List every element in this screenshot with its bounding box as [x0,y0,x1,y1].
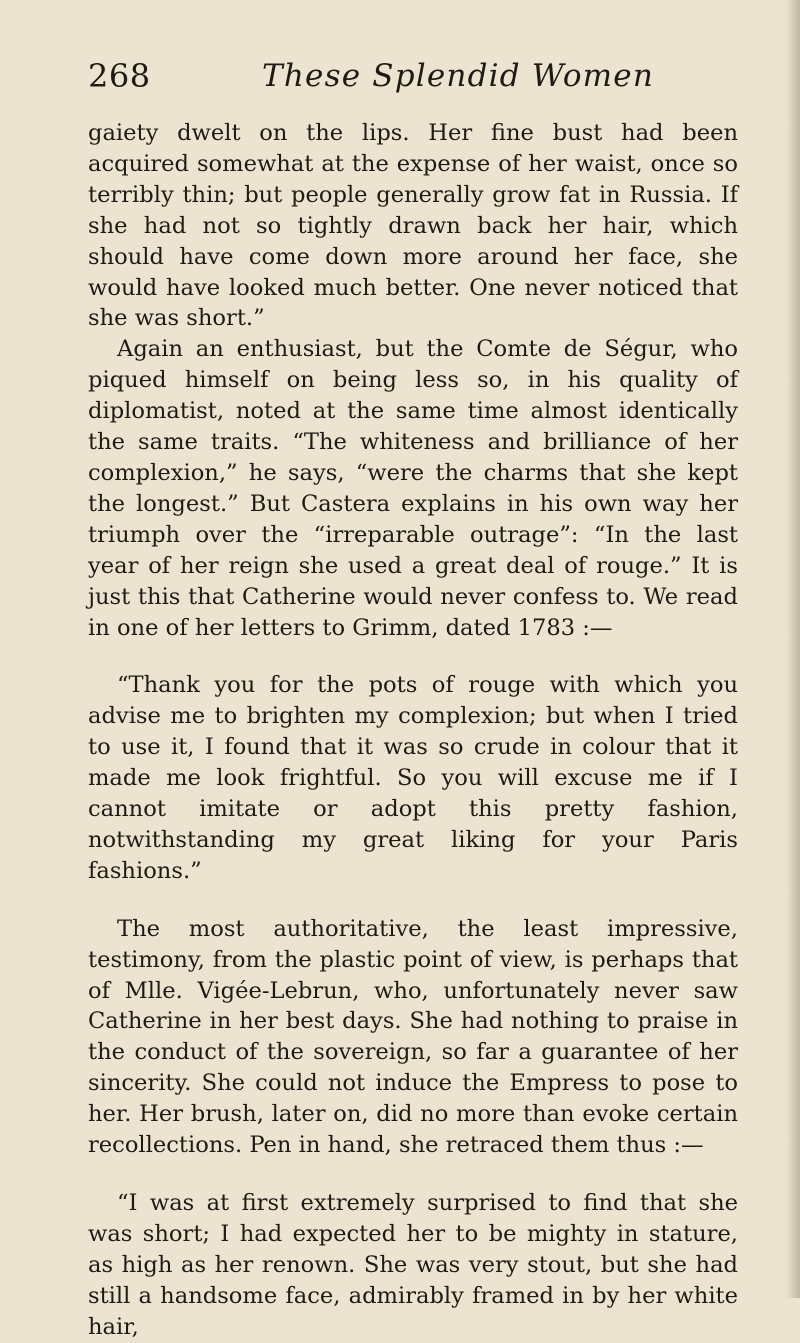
paragraph-continuation: gaiety dwelt on the lips. Her fine bust had been acquired somewhat at the expense of her waist, once so terribly thin; but people generally grow fat in Russia. If she had not so tightly drawn back her hair, which should have come down more around her face, she would have looked much better. One never noticed that she was short.” [88,120,738,332]
paragraph-segur: Again an enthusiast, but the Comte de Ségur, who piqued himself on being less so, in his quality of diplomatist, noted at the same time almost identically the same traits. “The whiteness and brilliance of her complexion,” he says, “were the charms that she kept the longest.” But Castera explains in his own way her triumph over the “irreparable outrage”: “In the last year of her reign she used a great deal of rouge.” It is just this that Catherine would never confess to. We read in one of her letters to Grimm, dated 1783 :— [88,336,738,641]
body-text [88,118,738,1343]
running-title: These Splendid Women [262,58,654,94]
paragraph-vigee-lebrun: The most authoritative, the least impressive, testimony, from the plastic point of view, is perhaps that of Mlle. Vigée-Lebrun, who, unfortunately never saw Catherine in her best days. She had nothing to praise in the conduct of the sovereign, so far a guarantee of her sincerity. She could not induce the Empress to pose to her. Her brush, later on, did no more than evoke certain recollections. Pen in hand, she retraced them thus :— [88,915,738,1159]
running-header [88,56,738,96]
quote-letter-to-grimm: “Thank you for the pots of rouge with which you advise me to brighten my complexion; but when I tried to use it, I found that it was so crude in colour that it made me look frightful. So you will excuse me if I cannot imitate or adopt this pretty fashion, notwithstanding my great liking for your Paris fashions.” [88,672,738,884]
page-number: 268 [88,57,151,95]
page-edge [786,0,800,1298]
quote-vigee-lebrun: “I was at first extremely surprised to find that she was short; I had expected her to be mighty in stature, as high as her renown. She was very stout, but she had still a handsome face, admirably framed in by her white hair, [88,1190,738,1340]
